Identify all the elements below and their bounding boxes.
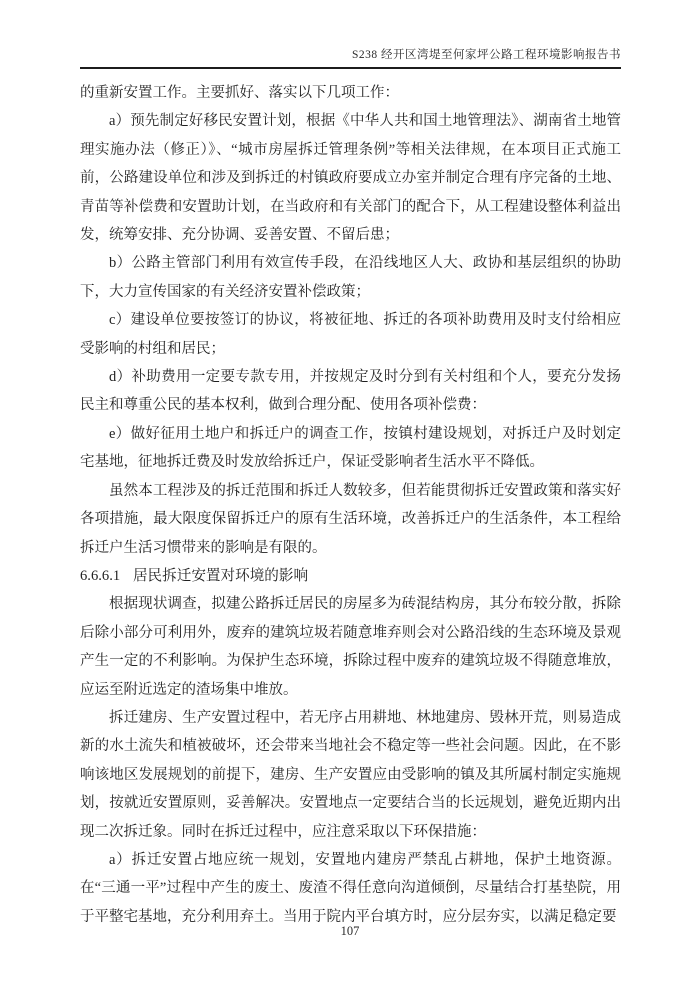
paragraph-intro: 的重新安置工作。主要抓好、落实以下几项工作： [80,85,399,101]
paragraph-resettlement-planning: 拆迁建房、生产安置过程中，若无序占用耕地、林地建房、毁林开荒，则易造成新的水土流失和植被破坏，还会带来当地社会不稳定等一些社会问题。因此，在不影响该地区发展规划的前提下，建房、生产安置应由受影响的镇及其所属村制定实施规划，按就近安置原则，妥善解决。安置地点一定要结合当的长远规划，避免近期内出现二次拆迁象。同时在拆迁过程中，应注意采取以下环保措施： [80,709,621,840]
list-item-c: c）建设单位要按签订的协议，将被征地、拆迁的各项补助费用及时支付给相应受影响的村组和居民； [80,312,621,357]
running-title: S238 经开区湾堤至何家坪公路工程环境影响报告书 [351,49,621,61]
section-heading-6-6-6-1 [80,562,621,590]
paragraph-demolition-impact: 根据现状调查，拟建公路拆迁居民的房屋多为砖混结构房，其分布较分散，拆除后除小部分可利用外，废弃的建筑垃圾若随意堆弃则会对公路沿线的生态环境及景观产生一定的不利影响。为保护生态环境，拆除过程中废弃的建筑垃圾不得随意堆放，应运至附近选定的渣场集中堆放。 [80,596,621,698]
section-number: 6.6.6.1 [80,567,121,584]
list-item-a-measures: a）拆迁安置占地应统一规划，安置地内建房严禁乱占耕地，保护土地资源。在“三通一平”过程中产生的废土、废渣不得任意向沟道倾倒，尽量结合打基垫院，用于平整宅基地，充分利用弃土。当用于院内平台填方时，应分层夯实，以满足稳定要 [80,851,621,925]
list-item-b: b）公路主管部门利用有效宣传手段，在沿线地区人大、政协和基层组织的协助下，大力宣传国家的有关经济安置补偿政策； [80,255,621,300]
page-header [80,46,621,69]
paragraph-summary: 虽然本工程涉及的拆迁范围和拆迁人数较多，但若能贯彻拆迁安置政策和落实好各项措施，最大限度保留拆迁户的原有生活环境，改善拆迁户的生活条件，本工程给拆迁户生活习惯带来的影响是有限的。 [80,482,621,556]
page-footer [0,924,700,939]
list-item-e: e）做好征用土地户和拆迁户的调查工作，按镇村建设规划，对拆迁户及时划定宅基地，征地拆迁费及时发放给拆迁户，保证受影响者生活水平不降低。 [80,425,621,471]
document-body [80,79,621,931]
list-item-a: a）预先制定好移民安置计划，根据《中华人共和国土地管理法》、湖南省土地管理实施办法（修正）》、“城市房屋拆迁管理条例”等相关法律规，在本项目正式施工前，公路建设单位和涉及到拆迁的村镇政府要成立办室并制定合理有序完备的土地、青苗等补偿费和安置助计划，在当政府和有关部门的配合下，从工程建设整体利益出发，统筹安排、充分协调、妥善安置、不留后患； [80,113,621,244]
list-item-d: d）补助费用一定要专款专用，并按规定及时分到有关村组和个人，要充分发扬民主和尊重公民的基本权利，做到合理分配、使用各项补偿费： [80,369,621,414]
section-title: 居民拆迁安置对环境的影响 [132,567,309,584]
page-number: 107 [340,924,360,938]
